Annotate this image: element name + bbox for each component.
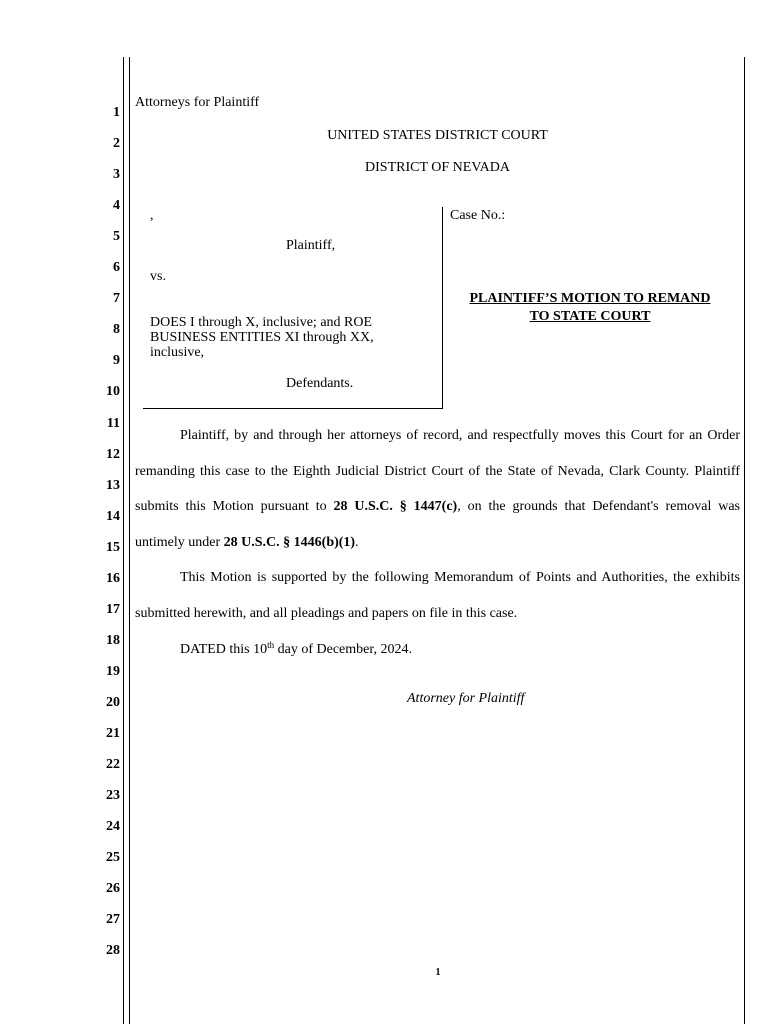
line-number: 11 (106, 415, 120, 431)
line-number: 19 (106, 663, 120, 679)
line-number: 25 (106, 850, 120, 866)
motion-paragraph (135, 418, 740, 560)
page-number: 1 (435, 967, 441, 978)
line-number: 26 (106, 881, 120, 897)
left-margin-rule-inner (129, 57, 130, 1024)
line-number: 27 (106, 912, 120, 928)
line-number: 6 (113, 260, 120, 276)
line-number: 15 (106, 539, 120, 555)
line-number: 28 (106, 943, 120, 959)
line-number: 5 (113, 229, 120, 245)
line-number: 3 (113, 167, 120, 183)
versus-label: vs. (150, 269, 166, 284)
dated-ordinal: th (267, 640, 275, 650)
district-name: DISTRICT OF NEVADA (365, 160, 510, 175)
document-title-line-2: TO STATE COURT (529, 309, 651, 324)
line-number: 18 (106, 632, 120, 648)
line-number: 22 (106, 757, 120, 773)
left-margin-rule-outer (123, 57, 124, 1024)
line-number: 8 (113, 322, 120, 338)
dated-prefix: DATED this 10 (180, 642, 268, 657)
line-number: 10 (106, 384, 120, 400)
line-number: 2 (113, 136, 120, 152)
caption-divider-horizontal (143, 408, 443, 409)
line-number: 12 (106, 446, 120, 462)
plaintiff-role: Plaintiff, (286, 238, 336, 253)
support-paragraph: This Motion is supported by the following Memorandum of Points and Authorities, the exhibits submitted herewith, and all pleadings and papers on file in this case. (135, 570, 740, 621)
line-number: 7 (113, 291, 120, 307)
line-number: 16 (106, 570, 120, 586)
defendants-line-2: BUSINESS ENTITIES XI through XX, (150, 330, 374, 345)
line-number: 4 (113, 198, 120, 214)
caption-divider-vertical (442, 207, 443, 409)
court-name: UNITED STATES DISTRICT COURT (327, 128, 548, 143)
defendants-line-3: inclusive, (150, 345, 205, 360)
document-title-line-1: PLAINTIFF’S MOTION TO REMAND (469, 291, 711, 306)
counsel-line: Attorneys for Plaintiff (135, 95, 260, 110)
line-number: 23 (106, 788, 120, 804)
plaintiff-name: , (150, 208, 154, 223)
signature-block: Attorney for Plaintiff (407, 691, 525, 706)
motion-text-b: , on the grounds that Defendant's removal was untimely under (135, 499, 741, 550)
right-margin-rule (744, 57, 745, 1024)
document-title (455, 290, 725, 326)
motion-text-c: . (355, 534, 359, 550)
dated-suffix: day of December, 2024. (274, 642, 412, 657)
motion-text-a: Plaintiff, by and through her attorneys of record, and respectfully moves this Court for an Order remanding this case to the Eighth Judicial District Court of the State of Nevada, Clark County. Plaintiff submits this Motion pursuant to (135, 428, 740, 514)
line-number: 20 (106, 694, 120, 710)
case-number-label: Case No.: (450, 208, 506, 223)
line-number: 21 (106, 726, 120, 741)
dated-line (180, 642, 412, 658)
line-number: 24 (106, 819, 120, 835)
line-number: 14 (106, 508, 120, 524)
citation-1447c: 28 U.S.C. § 1447(c) (333, 499, 458, 514)
citation-1446b1: 28 U.S.C. § 1446(b)(1) (223, 534, 356, 550)
line-number: 17 (106, 601, 120, 617)
defendants-role: Defendants. (286, 376, 354, 391)
line-number: 9 (113, 353, 120, 369)
line-number: 13 (106, 477, 120, 493)
line-number: 1 (113, 105, 120, 120)
defendants-line-1: DOES I through X, inclusive; and ROE (150, 315, 373, 330)
